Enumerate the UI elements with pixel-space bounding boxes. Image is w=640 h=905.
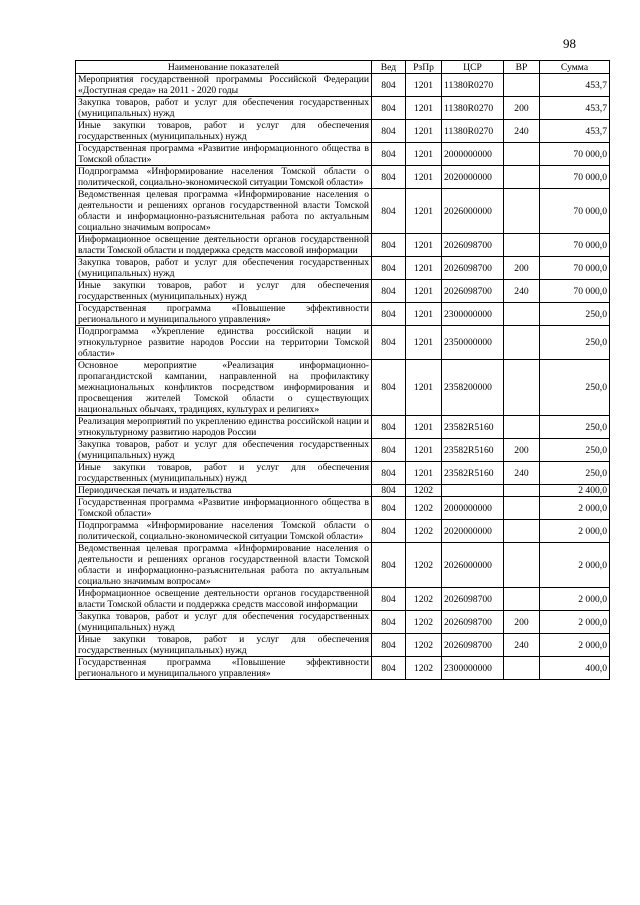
column-header-name: Наименование показателей	[76, 61, 372, 74]
cell-vr	[504, 189, 540, 234]
cell-name: Иные закупки товаров, работ и услуг для обеспечения государственных (муниципальных) нужд	[76, 120, 372, 143]
cell-vr	[504, 416, 540, 439]
cell-sum: 250,0	[540, 439, 610, 462]
cell-name: Государственная программа «Повышение эффективности регионального и муниципального управления»	[76, 303, 372, 326]
table-row	[76, 326, 610, 360]
cell-sum: 250,0	[540, 360, 610, 416]
cell-sum: 70 000,0	[540, 143, 610, 166]
cell-name: Государственная программа «Развитие информационного общества в Томской области»	[76, 143, 372, 166]
cell-rzpr: 1201	[406, 234, 442, 257]
cell-csr: 23582R5160	[442, 439, 504, 462]
cell-rzpr: 1201	[406, 143, 442, 166]
table-body	[76, 74, 610, 680]
cell-name: Закупка товаров, работ и услуг для обеспечения государственных (муниципальных) нужд	[76, 439, 372, 462]
cell-ved: 804	[372, 657, 406, 680]
cell-csr: 2350000000	[442, 326, 504, 360]
cell-ved: 804	[372, 257, 406, 280]
cell-ved: 804	[372, 303, 406, 326]
table-row	[76, 634, 610, 657]
table-row	[76, 143, 610, 166]
cell-name: Иные закупки товаров, работ и услуг для обеспечения государственных (муниципальных) нужд	[76, 634, 372, 657]
cell-vr	[504, 485, 540, 497]
cell-csr: 2300000000	[442, 303, 504, 326]
cell-sum: 2 000,0	[540, 634, 610, 657]
cell-vr	[504, 497, 540, 520]
column-header-ved: Вед	[372, 61, 406, 74]
cell-sum: 250,0	[540, 462, 610, 485]
cell-vr: 200	[504, 439, 540, 462]
table-row	[76, 97, 610, 120]
table-row	[76, 657, 610, 680]
cell-csr: 2020000000	[442, 166, 504, 189]
cell-name: Реализация мероприятий по укреплению единства российской нации и этнокультурному развитию народов России	[76, 416, 372, 439]
cell-ved: 804	[372, 166, 406, 189]
cell-csr: 11380R0270	[442, 97, 504, 120]
table-row	[76, 462, 610, 485]
table-row	[76, 280, 610, 303]
cell-vr	[504, 326, 540, 360]
cell-sum: 70 000,0	[540, 234, 610, 257]
cell-ved: 804	[372, 543, 406, 588]
cell-rzpr: 1201	[406, 280, 442, 303]
cell-csr	[442, 485, 504, 497]
cell-vr: 240	[504, 462, 540, 485]
cell-sum: 70 000,0	[540, 280, 610, 303]
cell-ved: 804	[372, 520, 406, 543]
cell-sum: 453,7	[540, 120, 610, 143]
cell-rzpr: 1201	[406, 439, 442, 462]
cell-rzpr: 1202	[406, 611, 442, 634]
cell-rzpr: 1201	[406, 257, 442, 280]
cell-name: Основное мероприятие «Реализация информационно-пропагандистской кампании, направленной на профилактику межнациональных конфликтов посредством информирования и просвещения жителей Томской области о существующих национальных обычаях, традициях, культурах и религиях»	[76, 360, 372, 416]
cell-vr: 200	[504, 611, 540, 634]
cell-csr: 2358200000	[442, 360, 504, 416]
cell-rzpr: 1202	[406, 634, 442, 657]
cell-name: Подпрограмма «Укрепление единства российской нации и этнокультурное развитие народов России на территории Томской области»	[76, 326, 372, 360]
cell-rzpr: 1202	[406, 497, 442, 520]
cell-rzpr: 1201	[406, 416, 442, 439]
cell-vr: 240	[504, 120, 540, 143]
cell-vr	[504, 360, 540, 416]
cell-name: Государственная программа «Повышение эффективности регионального и муниципального управления»	[76, 657, 372, 680]
cell-rzpr: 1201	[406, 97, 442, 120]
cell-name: Закупка товаров, работ и услуг для обеспечения государственных (муниципальных) нужд	[76, 611, 372, 634]
cell-csr: 2300000000	[442, 657, 504, 680]
cell-sum: 70 000,0	[540, 257, 610, 280]
table-row	[76, 360, 610, 416]
cell-rzpr: 1201	[406, 189, 442, 234]
cell-ved: 804	[372, 234, 406, 257]
table-row	[76, 497, 610, 520]
table-row	[76, 416, 610, 439]
cell-rzpr: 1201	[406, 462, 442, 485]
cell-csr: 2000000000	[442, 143, 504, 166]
table-row	[76, 189, 610, 234]
cell-csr: 2026098700	[442, 588, 504, 611]
cell-rzpr: 1201	[406, 326, 442, 360]
cell-vr	[504, 303, 540, 326]
cell-sum: 2 000,0	[540, 497, 610, 520]
table-row	[76, 74, 610, 97]
cell-csr: 2026098700	[442, 280, 504, 303]
table-row	[76, 439, 610, 462]
cell-sum: 2 000,0	[540, 611, 610, 634]
cell-vr	[504, 166, 540, 189]
cell-name: Ведомственная целевая программа «Информирование населения о деятельности и решениях органов государственной власти Томской области и информационно-разъяснительная работа по актуальным социально значимым вопросам»	[76, 189, 372, 234]
cell-name: Периодическая печать и издательства	[76, 485, 372, 497]
cell-sum: 250,0	[540, 416, 610, 439]
table-row	[76, 588, 610, 611]
table-row	[76, 485, 610, 497]
cell-name: Иные закупки товаров, работ и услуг для обеспечения государственных (муниципальных) нужд	[76, 280, 372, 303]
cell-csr: 2026098700	[442, 634, 504, 657]
cell-vr	[504, 74, 540, 97]
cell-sum: 2 000,0	[540, 543, 610, 588]
cell-sum: 2 000,0	[540, 588, 610, 611]
cell-ved: 804	[372, 611, 406, 634]
cell-vr	[504, 543, 540, 588]
cell-rzpr: 1202	[406, 588, 442, 611]
cell-vr: 240	[504, 634, 540, 657]
column-header-sum: Сумма	[540, 61, 610, 74]
table-row	[76, 257, 610, 280]
cell-sum: 70 000,0	[540, 189, 610, 234]
cell-name: Ведомственная целевая программа «Информирование населения о деятельности и решениях органов государственной власти Томской области и информационно-разъяснительная работа по актуальным социально значимым вопросам»	[76, 543, 372, 588]
cell-csr: 23582R5160	[442, 416, 504, 439]
cell-name: Закупка товаров, работ и услуг для обеспечения государственных (муниципальных) нужд	[76, 257, 372, 280]
cell-name: Подпрограмма «Информирование населения Томской области о политической, социально-экономической ситуации Томской области»	[76, 166, 372, 189]
cell-name: Информационное освещение деятельности органов государственной власти Томской области и поддержка средств массовой информации	[76, 234, 372, 257]
cell-vr: 200	[504, 257, 540, 280]
cell-ved: 804	[372, 326, 406, 360]
cell-ved: 804	[372, 416, 406, 439]
page-number: 98	[563, 36, 576, 51]
cell-csr: 2026098700	[442, 257, 504, 280]
cell-ved: 804	[372, 97, 406, 120]
cell-sum: 453,7	[540, 74, 610, 97]
cell-ved: 804	[372, 588, 406, 611]
cell-ved: 804	[372, 360, 406, 416]
cell-sum: 400,0	[540, 657, 610, 680]
cell-rzpr: 1201	[406, 166, 442, 189]
cell-csr: 23582R5160	[442, 462, 504, 485]
cell-ved: 804	[372, 634, 406, 657]
table-row	[76, 611, 610, 634]
cell-ved: 804	[372, 280, 406, 303]
cell-csr: 2026098700	[442, 234, 504, 257]
cell-vr: 200	[504, 97, 540, 120]
cell-ved: 804	[372, 462, 406, 485]
column-header-csr: ЦСР	[442, 61, 504, 74]
cell-vr: 240	[504, 280, 540, 303]
cell-csr: 2020000000	[442, 520, 504, 543]
cell-vr	[504, 234, 540, 257]
cell-ved: 804	[372, 189, 406, 234]
cell-name: Подпрограмма «Информирование населения Томской области о политической, социально-экономической ситуации Томской области»	[76, 520, 372, 543]
cell-rzpr: 1201	[406, 303, 442, 326]
cell-name: Государственная программа «Развитие информационного общества в Томской области»	[76, 497, 372, 520]
cell-rzpr: 1202	[406, 543, 442, 588]
table-row	[76, 520, 610, 543]
cell-name: Закупка товаров, работ и услуг для обеспечения государственных (муниципальных) нужд	[76, 97, 372, 120]
cell-name: Информационное освещение деятельности органов государственной власти Томской области и поддержка средств массовой информации	[76, 588, 372, 611]
cell-ved: 804	[372, 497, 406, 520]
cell-sum: 2 400,0	[540, 485, 610, 497]
cell-rzpr: 1201	[406, 120, 442, 143]
column-header-vr: ВР	[504, 61, 540, 74]
cell-ved: 804	[372, 439, 406, 462]
cell-vr	[504, 520, 540, 543]
cell-csr: 2026000000	[442, 189, 504, 234]
cell-ved: 804	[372, 74, 406, 97]
cell-ved: 804	[372, 120, 406, 143]
cell-csr: 2026000000	[442, 543, 504, 588]
table-row	[76, 120, 610, 143]
cell-csr: 11380R0270	[442, 74, 504, 97]
cell-sum: 250,0	[540, 326, 610, 360]
table-row	[76, 543, 610, 588]
table-header-row	[76, 61, 610, 74]
budget-table	[75, 60, 610, 680]
cell-sum: 2 000,0	[540, 520, 610, 543]
cell-name: Мероприятия государственной программы Российской Федерации «Доступная среда» на 2011 - 2020 годы	[76, 74, 372, 97]
cell-ved: 804	[372, 143, 406, 166]
cell-csr: 2026098700	[442, 611, 504, 634]
cell-rzpr: 1202	[406, 657, 442, 680]
cell-csr: 11380R0270	[442, 120, 504, 143]
cell-sum: 250,0	[540, 303, 610, 326]
cell-vr	[504, 588, 540, 611]
cell-vr	[504, 143, 540, 166]
cell-rzpr: 1202	[406, 485, 442, 497]
cell-sum: 70 000,0	[540, 166, 610, 189]
cell-rzpr: 1201	[406, 360, 442, 416]
table-row	[76, 166, 610, 189]
cell-rzpr: 1202	[406, 520, 442, 543]
table-row	[76, 234, 610, 257]
cell-name: Иные закупки товаров, работ и услуг для обеспечения государственных (муниципальных) нужд	[76, 462, 372, 485]
cell-ved: 804	[372, 485, 406, 497]
cell-csr: 2000000000	[442, 497, 504, 520]
cell-rzpr: 1201	[406, 74, 442, 97]
cell-vr	[504, 657, 540, 680]
column-header-rzpr: РзПр	[406, 61, 442, 74]
cell-sum: 453,7	[540, 97, 610, 120]
table-row	[76, 303, 610, 326]
